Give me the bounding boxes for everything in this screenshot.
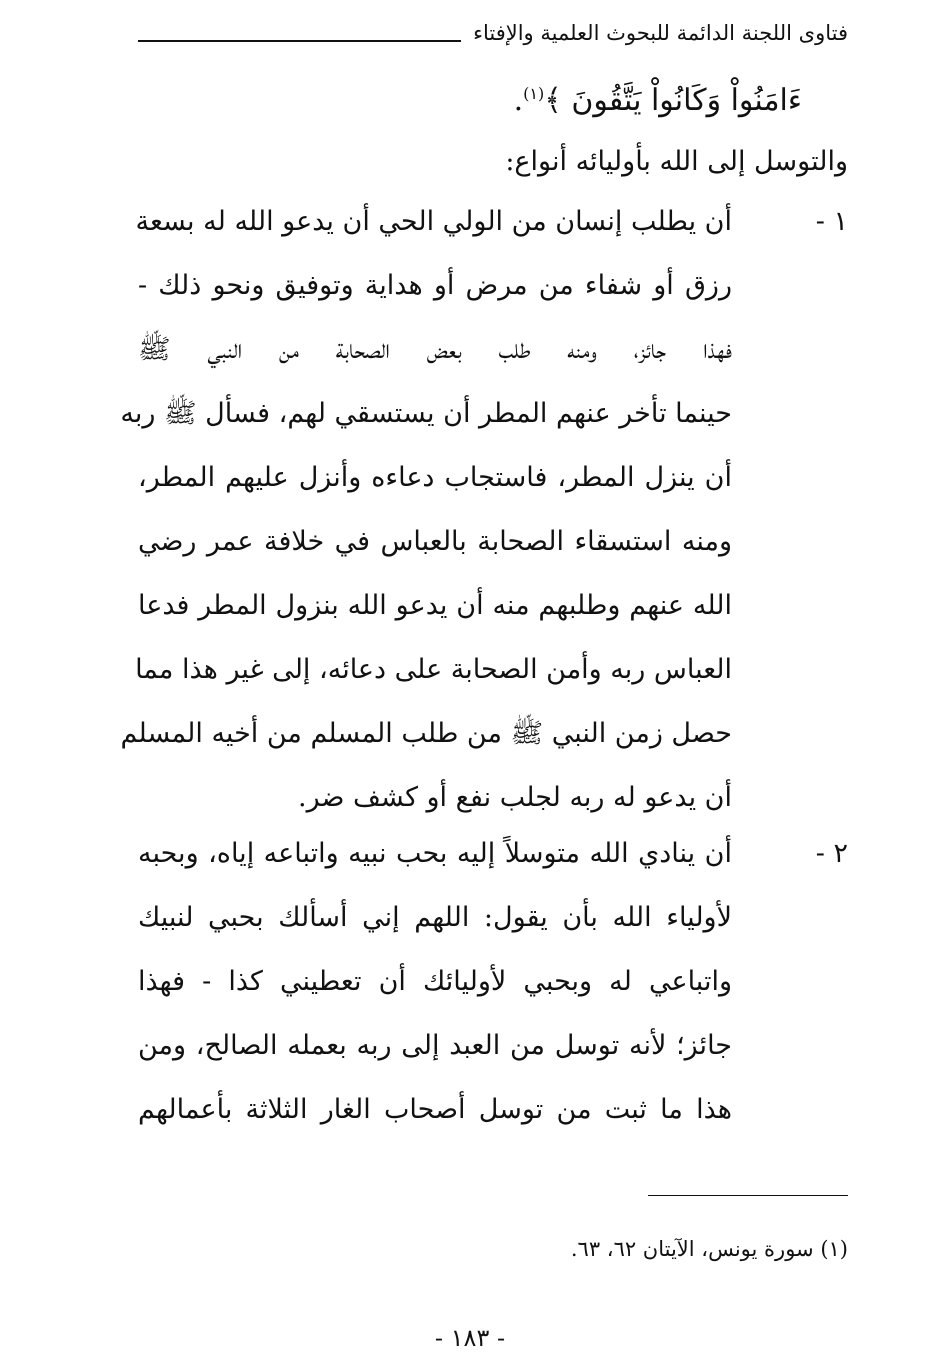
paragraph-line: حصل زمن النبي ﷺ من طلب المسلم من أخيه المسلم [120,718,732,749]
paragraph-line: أن يطلب إنسان من الولي الحي أن يدعو الله له بسعة [135,206,732,237]
paragraph-line: لأولياء الله بأن يقول: اللهم إني أسألك بحبي لنبيك [138,902,732,933]
header-title: فتاوى اللجنة الدائمة للبحوث العلمية والإفتاء [473,21,848,45]
footnote-divider [648,1195,848,1196]
paragraph-line: أن ينادي الله متوسلاً إليه بحب نبيه واتباعه إياه، وبحبه [138,838,732,869]
paragraph-line: أن ينزل المطر، فاستجاب دعاءه وأنزل عليهم المطر، [138,462,732,493]
paragraph-line: ومنه استسقاء الصحابة بالعباس في خلافة عمر رضي [138,526,732,557]
paragraph-line: هذا ما ثبت من توسل أصحاب الغار الثلاثة بأعمالهم [138,1094,732,1125]
header-rule [138,40,461,42]
running-header [138,18,848,48]
list-item-2 [138,832,848,1152]
paragraph-line: واتباعي له وبحبي لأوليائك أن تعطيني كذا - فهذا [138,966,732,997]
item-number: ١ - [815,206,848,237]
verse-text: ءَامَنُواْ وَكَانُواْ يَتَّقُونَ ﴾ [544,83,802,118]
intro-sentence: والتوسل إلى الله بأوليائه أنواع: [505,146,848,177]
paragraph-line: الله عنهم وطلبهم منه أن يدعو الله بنزول المطر فدعا [138,590,732,621]
verse-end: . [513,83,524,118]
paragraph-line: حينما تأخر عنهم المطر أن يستسقي لهم، فسأل ﷺ ربه [120,398,732,429]
paragraph-line: جائز؛ لأنه توسل من العبد إلى ربه بعمله الصالح، ومن [138,1030,732,1061]
paragraph-line: العباس ربه وأمن الصحابة على دعائه، إلى غير هذا مما [135,654,732,685]
paragraph-line: فهذا جائز، ومنه طلب بعض الصحابة من النبي ﷺ [138,334,732,365]
footnote-marker: (١) [523,84,545,103]
list-item-1 [120,200,848,813]
item-number: ٢ - [815,838,848,869]
quran-verse [514,72,802,123]
paragraph-line: أن يدعو له ربه لجلب نفع أو كشف ضر. [298,782,732,813]
paragraph-line: رزق أو شفاء من مرض أو هداية وتوفيق ونحو ذلك - [138,270,732,301]
page-number: - ١٨٣ - [434,1324,506,1352]
footnote: (١) سورة يونس، الآيتان ٦٢، ٦٣. [570,1237,848,1261]
